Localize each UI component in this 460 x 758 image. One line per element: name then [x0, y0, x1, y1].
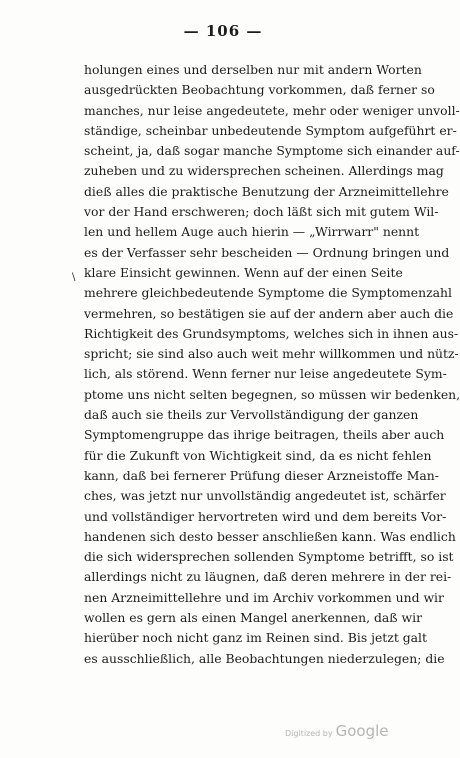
text-line: Symptomengruppe das ihrige beitragen, theils aber auch: [84, 427, 445, 443]
text-line: dieß alles die praktische Benutzung der Arzneimittellehre: [84, 183, 449, 199]
text-line: spricht; sie sind also auch weit mehr willkommen und nütz-: [84, 346, 459, 362]
text-line: ausgedrückten Beobachtung vorkommen, daß ferner so: [84, 82, 435, 98]
google-watermark: [285, 722, 389, 740]
text-line: ptome uns nicht selten begegnen, so müssen wir bedenken,: [84, 386, 460, 402]
text-line: wollen es gern als einen Mangel anerkennen, daß wir: [84, 610, 423, 626]
text-line: es ausschließlich, alle Beobachtungen niederzulegen; die: [84, 650, 445, 666]
text-line: kann, daß bei fernerer Prüfung dieser Arzneistoffe Man-: [84, 467, 439, 483]
text-line: lich, als störend. Wenn ferner nur leise angedeutete Sym-: [84, 366, 447, 382]
text-line: len und hellem Auge auch hierin — „Wirrwarr" nennt: [84, 224, 420, 240]
page-number: — 106 —: [183, 22, 263, 40]
text-line: manches, nur leise angedeutete, mehr oder weniger unvoll-: [84, 102, 460, 118]
google-logo: Google: [335, 722, 389, 740]
text-line: ches, was jetzt nur unvollständig angedeutet ist, schärfer: [84, 488, 446, 504]
text-line: klare Einsicht gewinnen. Wenn auf der einen Seite: [84, 264, 403, 280]
text-line: allerdings nicht zu läugnen, daß deren mehrere in der rei-: [84, 569, 452, 585]
text-line: für die Zukunft von Wichtigkeit sind, da es nicht fehlen: [84, 447, 432, 463]
body-text: [84, 60, 460, 669]
text-line: ständige, scheinbar unbedeutende Symptom aufgeführt er-: [84, 122, 457, 138]
text-line: Richtigkeit des Grundsymptoms, welches sich in ihnen aus-: [84, 325, 459, 341]
margin-mark: \: [72, 272, 76, 283]
text-line: zuheben und zu widersprechen scheinen. Allerdings mag: [84, 163, 444, 179]
text-line: daß auch sie theils zur Vervollständigung der ganzen: [84, 407, 419, 423]
watermark-prefix: Digitized by: [285, 729, 333, 738]
text-line: scheint, ja, daß sogar manche Symptome sich einander auf-: [84, 143, 460, 159]
text-line: vermehren, so bestätigen sie auf der andern aber auch die: [84, 305, 454, 321]
text-line: mehrere gleichbedeutende Symptome die Symptomenzahl: [84, 285, 452, 301]
text-line: und vollständiger hervortreten wird und dem bereits Vor-: [84, 508, 447, 524]
text-line: hierüber noch nicht ganz im Reinen sind. Bis jetzt galt: [84, 630, 427, 646]
text-line: holungen eines und derselben nur mit andern Worten: [84, 62, 422, 77]
text-line: es der Verfasser sehr bescheiden — Ordnung bringen und: [84, 244, 450, 260]
text-line: handenen sich desto besser anschließen kann. Was endlich: [84, 528, 456, 544]
text-line: nen Arzneimittellehre und im Archiv vorkommen und wir: [84, 589, 444, 605]
text-line: die sich widersprechen sollenden Symptome betrifft, so ist: [84, 549, 454, 565]
text-line: vor der Hand erschweren; doch läßt sich mit gutem Wil-: [84, 204, 439, 220]
